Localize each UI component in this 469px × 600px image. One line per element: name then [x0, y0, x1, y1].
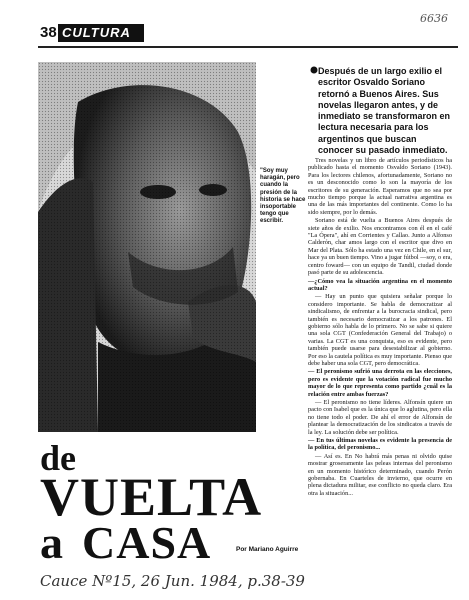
headline-line-3a: a: [40, 517, 63, 568]
interview-answer-3: — Así es. En No habrá más penas ni olvido quise mostrar groseramente las peleas internas del peronismo en un momento histórico determinado, cuando Perón gobernaba. En Cuarteles de invierno, que ocurre en plena dictadura militar, ese conflicto no queda claro. Era otra la situación...: [308, 452, 452, 497]
interview-answer-2: — El peronismo no tiene líderes. Alfonsín quiere un pacto con Isabel que es la única que lo aglutina, pero ella no tiene todo el poder. De ahí el error de Alfonsín de plantear la democratización de los sindicatos a través de la ley. La solución debe ser política.: [308, 399, 452, 436]
headline-line-1: de: [40, 438, 76, 478]
author-portrait-photo: [38, 62, 256, 432]
article-body: [308, 157, 452, 498]
interview-question-3: — En tus últimas novelas es evidente la presencia de la política, del peronismo...: [308, 437, 452, 452]
body-paragraph-1: Tres novelas y un libro de artículos periodísticos ha publicado hasta el momento Osvaldo Soriano (1943). Para los lectores chilenos, afortunadamente, Soriano no es un desconocido como lo son la mayoría de los escritores de su generación. Esperamos que no sea por mucho tiempo porque la actual narrativa argentina es una de las más importantes del continente. Como lo ha sido siempre, por lo demás.: [308, 157, 452, 216]
byline: Por Mariano Aguirre: [236, 546, 299, 553]
lead-bullet-icon: [310, 66, 318, 74]
interview-question-2: — El peronismo sufrió una derrota en las elecciones, pero es evidente que la votación radical fue mucho mayor de lo que representa como partido ¿cuál es la relación entre ambas fuerzas?: [308, 368, 452, 398]
article-lead: Después de un largo exilio el escritor Osvaldo Soriano retornó a Buenos Aires. Sus novelas llegaron antes, y de inmediato se transformaron en lectura necesaria para los argentinos que buscan conocer su pasado inmediato.: [318, 66, 451, 156]
interview-answer-1: — Hay un punto que quisiera señalar porque lo considero importante. Se habla de democratizar al sindicalismo, de enfrentar a la burocracia sindical, pero también es necesario democratizar a los patrones. El gobierno sólo habla de lo primero. No se sabe si quiere una sola CGT (Confederación General del Trabajo) o varias. La CGT es una conquista, eso es evidente, pero también puede usarse para desestabilizar al gobierno. Por eso la cautela política es muy importante. Pienso que debe haber una sola CGT, pero democrática.: [308, 293, 452, 367]
page-number: 38: [40, 24, 57, 41]
body-paragraph-2: Soriano está de vuelta a Buenos Aires después de siete años de exilio. Nos encontramos con él en el café "La Ópera", ahí en Corrientes y Callao. Junto a Alfonso Calderón, char amos largo con el escritor que divo en Mar del Plata. Sólo ha estado una vez en Chile, en el sur, hace ya un buen tiempo. Vino a jugar fútbol —soy, o era, centro foward— con un equipo de Tandil, ciudad donde pasó parte de su adolescencia.: [308, 217, 452, 277]
handwritten-reference: 6636: [420, 12, 448, 25]
interview-question-1: —¿Cómo vea la situación argentina en el momento actual?: [308, 277, 452, 292]
headline-line-3b: CASA: [82, 517, 212, 568]
photo-caption: "Soy muy haragán, pero cuando la presión de la historia se hace insoportable tengo que escribir.: [260, 168, 306, 225]
header-rule: [38, 46, 458, 48]
handwritten-citation: Cauce Nº15, 26 Jun. 1984, p.38-39: [40, 572, 305, 590]
section-label: CULTURA: [62, 25, 131, 40]
headline-line-2: VUELTA: [40, 467, 263, 527]
